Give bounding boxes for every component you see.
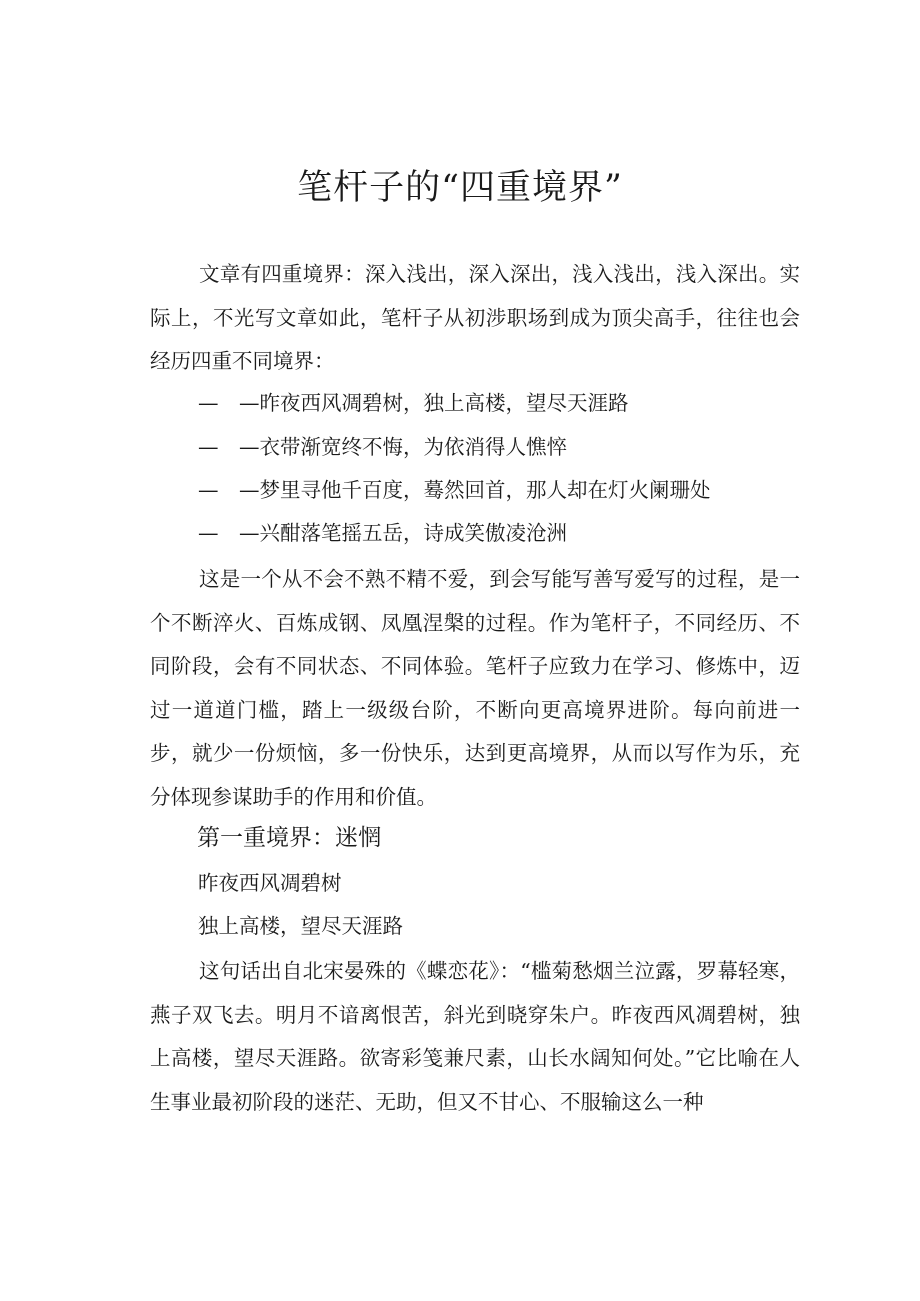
page-title: 笔杆子的“四重境界”	[297, 168, 623, 208]
verse-line-2: 独上高楼，望尽天涯路	[198, 914, 403, 938]
realm-line-3: — —梦里寻他千百度，蓦然回首，那人却在灯火阑珊处	[198, 478, 711, 502]
realm-line-2: — —衣带渐宽终不悔，为依消得人憔悴	[198, 435, 567, 459]
summary-paragraph: 这是一个从不会不熟不精不爱，到会写能写善写爱写的过程，是一个不断淬火、百炼成钢、凤凰涅槃的过程。作为笔杆子，不同经历、不同阶段，会有不同状态、不同体验。笔杆子应致力在学习、修炼中，迈过一道道门槛，踏上一级级台阶，不断向更高境界进阶。每向前进一步，就少一份烦恼，多一份快乐，达到更高境界，从而以写作为乐，充分体现参谋助手的作用和价值。	[150, 567, 800, 809]
section-heading: 第一重境界：迷惘	[197, 825, 381, 851]
realm-line-4: — —兴酣落笔摇五岳，诗成笑傲凌沧洲	[198, 521, 567, 545]
intro-paragraph: 文章有四重境界：深入浅出，深入深出，浅入浅出，浅入深出。实际上，不光写文章如此，笔杆子从初涉职场到成为顶尖高手，往往也会经历四重不同境界：	[150, 262, 800, 374]
realm-line-1: — —昨夜西风凋碧树，独上高楼，望尽天涯路	[198, 391, 629, 415]
section-body-paragraph: 这句话出自北宋晏殊的《蝶恋花》：“槛菊愁烟兰泣露，罗幕轻寒，燕子双飞去。明月不谙离恨苦，斜光到晓穿朱户。昨夜西风凋碧树，独上高楼，望尽天涯路。欲寄彩笺兼尺素，山长水阔知何处。”它比喻在人生事业最初阶段的迷茫、无助，但又不甘心、不服输这么一种	[150, 959, 800, 1114]
verse-line-1: 昨夜西风凋碧树	[198, 871, 342, 895]
